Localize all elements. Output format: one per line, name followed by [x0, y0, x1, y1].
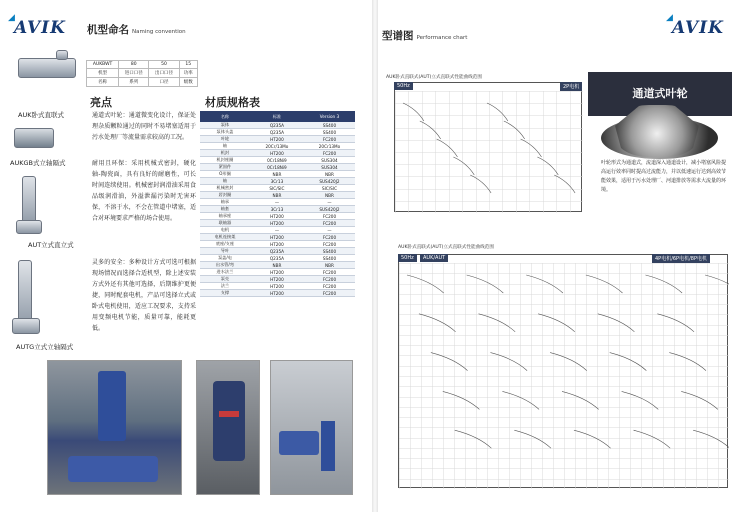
- chart1-svg: [395, 83, 583, 213]
- table-row: [200, 192, 355, 199]
- features-title: 亮点: [90, 96, 112, 109]
- table-cell: HT200: [250, 136, 304, 143]
- feature-paragraph-2: 耐用且环保：采用机械式密封，硬化轴-陶瓷面，具有良好的耐磨性，可长时间连续使用。机械密封润滑油采用食品级润滑油，外溢泄漏污染时无害环保，不溶于水，不会在管道中堵塞，适合对环境要求严格的场合使用。: [92, 160, 196, 222]
- table-row: [200, 129, 355, 136]
- chart2-tag-hz: 50Hz: [398, 254, 417, 262]
- performance-chart-1: [394, 82, 582, 212]
- table-cell: SS400: [304, 129, 355, 136]
- pump-curve: [467, 275, 504, 293]
- feature-paragraph-1: 通道式叶轮：通道微变化设计，保证处理杂质颗粒通过的同时不易堵塞适用于污水处理厂等流量需求较高的工况。: [92, 112, 196, 141]
- table-cell: 进水法兰: [200, 269, 250, 276]
- pump-curve: [521, 139, 542, 157]
- logo-mark-icon: ◢: [8, 13, 16, 23]
- pump-curve: [419, 314, 456, 332]
- chart1-tag-hz: 50Hz: [394, 82, 413, 90]
- table-cell: 机封座圈: [200, 157, 250, 164]
- table-row: [200, 213, 355, 220]
- perf-title: 型谱图 Performance chart: [382, 30, 468, 42]
- pump-base: [16, 220, 42, 234]
- table-cell: —: [304, 227, 355, 234]
- page-fold: [372, 0, 378, 512]
- table-cell: NBR: [250, 171, 304, 178]
- table-cell: 3Cr13: [250, 178, 304, 185]
- pump-image-aukgb: [14, 128, 54, 148]
- table-cell: 叶轮: [200, 136, 250, 143]
- code-cell: 功率: [179, 69, 197, 78]
- table-cell: FC200: [304, 213, 355, 220]
- photo-pump-body: [98, 371, 126, 441]
- table-cell: 20Cr13Mo: [304, 143, 355, 150]
- chart1-caption: AUK卧式直联式(AUT)立式直联式性能曲线范围: [386, 75, 482, 80]
- table-cell: 泵壳: [200, 276, 250, 283]
- table-cell: HT200: [250, 276, 304, 283]
- table-cell: NBR: [250, 262, 304, 269]
- table-row: [200, 227, 355, 234]
- table-cell: FC200: [304, 283, 355, 290]
- code-cell: 15: [179, 61, 197, 69]
- table-cell: 紧固件: [200, 164, 250, 171]
- pump-curve: [407, 275, 444, 293]
- pump-flange: [56, 50, 68, 60]
- code-cell: 名称: [87, 78, 119, 87]
- table-cell: 轴承座: [200, 213, 250, 220]
- pump-curve: [470, 175, 491, 193]
- table-row: [200, 143, 355, 150]
- performance-chart-2: [398, 254, 728, 488]
- code-row: [87, 78, 198, 87]
- table-cell: 法兰: [200, 283, 250, 290]
- table-row: [200, 150, 355, 157]
- table-cell: FC200: [304, 241, 355, 248]
- pump-base: [12, 318, 40, 334]
- pump-curve: [574, 430, 611, 448]
- table-cell: 联轴器: [200, 220, 250, 227]
- table-cell: FC200: [304, 220, 355, 227]
- table-cell: HT200: [250, 290, 304, 297]
- chart2-tag-motor: 4P电机/6P电机/8P电机: [652, 254, 710, 263]
- table-cell: HT200: [250, 220, 304, 227]
- pump-curve: [487, 103, 508, 121]
- table-cell: HT200: [250, 213, 304, 220]
- pump-curve: [443, 391, 480, 409]
- table-row: [200, 262, 355, 269]
- table-cell: 出水管/弯: [200, 262, 250, 269]
- table-cell: FC200: [304, 276, 355, 283]
- table-row: [200, 206, 355, 213]
- materials-header-row: [200, 111, 355, 122]
- installation-photo-3: [270, 360, 353, 495]
- pump-curve: [437, 139, 458, 157]
- brand-logo: ◢ AVIK: [666, 13, 724, 38]
- table-row: [200, 157, 355, 164]
- materials-header-cell: 标准: [250, 111, 304, 122]
- pump-caption: AUK卧式直联式: [18, 111, 64, 119]
- table-cell: HT200: [250, 269, 304, 276]
- table-cell: NBR: [304, 171, 355, 178]
- table-cell: 机械密封: [200, 185, 250, 192]
- code-cell: 系列: [119, 78, 149, 87]
- materials-table: [200, 111, 355, 297]
- table-cell: FC200: [304, 290, 355, 297]
- photo-pump-body: [321, 421, 335, 471]
- table-cell: FC200: [304, 150, 355, 157]
- table-cell: 电机: [200, 227, 250, 234]
- materials-title: 材质规格表: [205, 96, 260, 109]
- photo-pump-motor: [68, 456, 158, 482]
- naming-title: 机型命名 Naming convention: [87, 24, 186, 36]
- pump-curve: [657, 314, 694, 332]
- table-cell: —: [250, 227, 304, 234]
- feature-paragraph-3: 灵多的安全：多种设计方式可选可根据现场情况而选择合适机型，除上述安装方式外还有其他可选择，后期维护更便捷，同时配套电机，产品可选择立式或卧式电机使用，适应工况要求，支持采用变频电机节能，质量可靠，能耗更低。: [92, 259, 196, 332]
- table-cell: 机封: [200, 150, 250, 157]
- table-cell: 轴: [200, 143, 250, 150]
- chart2-tag-series: AUK/AUT: [420, 254, 448, 262]
- table-row: [200, 171, 355, 178]
- table-cell: FC200: [304, 269, 355, 276]
- table-row: [200, 269, 355, 276]
- table-cell: 导叶: [200, 248, 250, 255]
- pump-curve: [453, 157, 474, 175]
- table-cell: 0Cr18Ni9: [250, 157, 304, 164]
- pump-curve: [455, 430, 492, 448]
- table-cell: Q235A: [250, 255, 304, 262]
- code-cell: 80: [119, 61, 149, 69]
- table-cell: 支撑: [200, 290, 250, 297]
- table-cell: —: [250, 199, 304, 206]
- chart1-tag-motor: 2P电机: [560, 82, 582, 91]
- table-cell: FC200: [304, 234, 355, 241]
- table-row: [200, 136, 355, 143]
- pump-curve: [645, 275, 682, 293]
- materials-header-cell: 名称: [200, 111, 250, 122]
- table-cell: FC200: [304, 136, 355, 143]
- table-cell: 轴承: [200, 199, 250, 206]
- photo-label: [219, 411, 239, 417]
- table-row: [200, 164, 355, 171]
- brand-logo: ◢ AVIK: [8, 13, 66, 38]
- pump-curve: [420, 121, 441, 139]
- table-cell: 轴套: [200, 206, 250, 213]
- table-cell: SUS420J2: [304, 178, 355, 185]
- impeller-title: 通道式叶轮: [588, 72, 732, 116]
- table-cell: 泵体: [200, 122, 250, 129]
- table-cell: 电机连接架: [200, 234, 250, 241]
- table-cell: SS400: [304, 248, 355, 255]
- pump-curve: [693, 430, 729, 448]
- table-cell: HT200: [250, 241, 304, 248]
- code-cell: 级数: [179, 78, 197, 87]
- pump-curve: [705, 275, 729, 293]
- pump-caption: AUT立式直立式: [28, 241, 74, 249]
- code-cell: 50: [149, 61, 179, 69]
- pump-curve: [598, 314, 635, 332]
- table-cell: 轴: [200, 178, 250, 185]
- chart2-svg: [399, 255, 729, 489]
- pump-image-auk: [18, 58, 76, 78]
- pump-curve: [562, 391, 599, 409]
- pump-curve: [403, 103, 424, 121]
- table-cell: SIC/SIC: [304, 185, 355, 192]
- code-row: [87, 61, 198, 69]
- table-row: [200, 199, 355, 206]
- impeller-description: 叶轮形式为通道式，流道深入通道设计，减小堵塞风险提高运行效率同时提高过流能力，并以低速运行达到高效节能效果，适用于污水处理厂、河道排放等需求大流量的环境。: [601, 160, 727, 193]
- pump-curve: [504, 121, 525, 139]
- table-cell: NBR: [304, 262, 355, 269]
- pump-curve: [586, 275, 623, 293]
- table-cell: SS400: [304, 122, 355, 129]
- code-row: [87, 69, 198, 78]
- pump-curve: [554, 175, 575, 193]
- table-cell: Q235A: [250, 129, 304, 136]
- pump-curve: [514, 430, 551, 448]
- table-cell: 20Cr/13Mo: [250, 143, 304, 150]
- naming-code-table: [86, 60, 198, 87]
- table-row: [200, 178, 355, 185]
- table-cell: HT200: [250, 283, 304, 290]
- table-cell: —: [304, 199, 355, 206]
- installation-photo-2: [196, 360, 260, 495]
- table-cell: Q235A: [250, 122, 304, 129]
- table-cell: 0Cr18Ni9: [250, 164, 304, 171]
- code-cell: 机型: [87, 69, 119, 78]
- table-row: [200, 234, 355, 241]
- pump-curve: [537, 157, 558, 175]
- table-cell: HT200: [250, 234, 304, 241]
- installation-photo-1: [47, 360, 182, 495]
- table-row: [200, 220, 355, 227]
- table-cell: 泵盖/电: [200, 255, 250, 262]
- table-cell: NBR: [304, 192, 355, 199]
- photo-pump-body: [213, 381, 245, 461]
- table-row: [200, 241, 355, 248]
- code-cell: 进口口径: [119, 69, 149, 78]
- pump-caption: AUKGB式立轴隔式: [10, 159, 66, 167]
- table-cell: 泵体头盖: [200, 129, 250, 136]
- table-row: [200, 185, 355, 192]
- code-cell: 口径: [149, 78, 179, 87]
- table-cell: SS400: [304, 255, 355, 262]
- table-cell: SUS304: [304, 157, 355, 164]
- table-row: [200, 255, 355, 262]
- table-cell: Q235A: [250, 248, 304, 255]
- pump-curve: [634, 430, 671, 448]
- pump-curve: [538, 314, 575, 332]
- table-cell: SIC/SIC: [250, 185, 304, 192]
- code-cell: AUKBWT: [87, 61, 119, 69]
- code-cell: 出口口径: [149, 69, 179, 78]
- chart2-caption: AUK卧式直联式(AUT)立式直联式性能曲线范围: [398, 245, 494, 250]
- table-cell: SUS304: [304, 164, 355, 171]
- table-cell: 唇封圈: [200, 192, 250, 199]
- table-cell: 底座/支座: [200, 241, 250, 248]
- table-cell: HT200: [250, 150, 304, 157]
- photo-pump-motor: [279, 431, 319, 455]
- table-cell: NBR: [250, 192, 304, 199]
- table-cell: O形圈: [200, 171, 250, 178]
- logo-mark-icon: ◢: [666, 13, 674, 23]
- table-row: [200, 290, 355, 297]
- table-row: [200, 248, 355, 255]
- table-row: [200, 283, 355, 290]
- pump-curve: [681, 391, 718, 409]
- materials-header-cell: Version 3: [304, 111, 355, 122]
- pump-caption: AUTG立式立轴隔式: [16, 343, 74, 351]
- table-cell: 3Cr13: [250, 206, 304, 213]
- table-cell: SUS420J2: [304, 206, 355, 213]
- pump-curve: [622, 391, 659, 409]
- table-row: [200, 276, 355, 283]
